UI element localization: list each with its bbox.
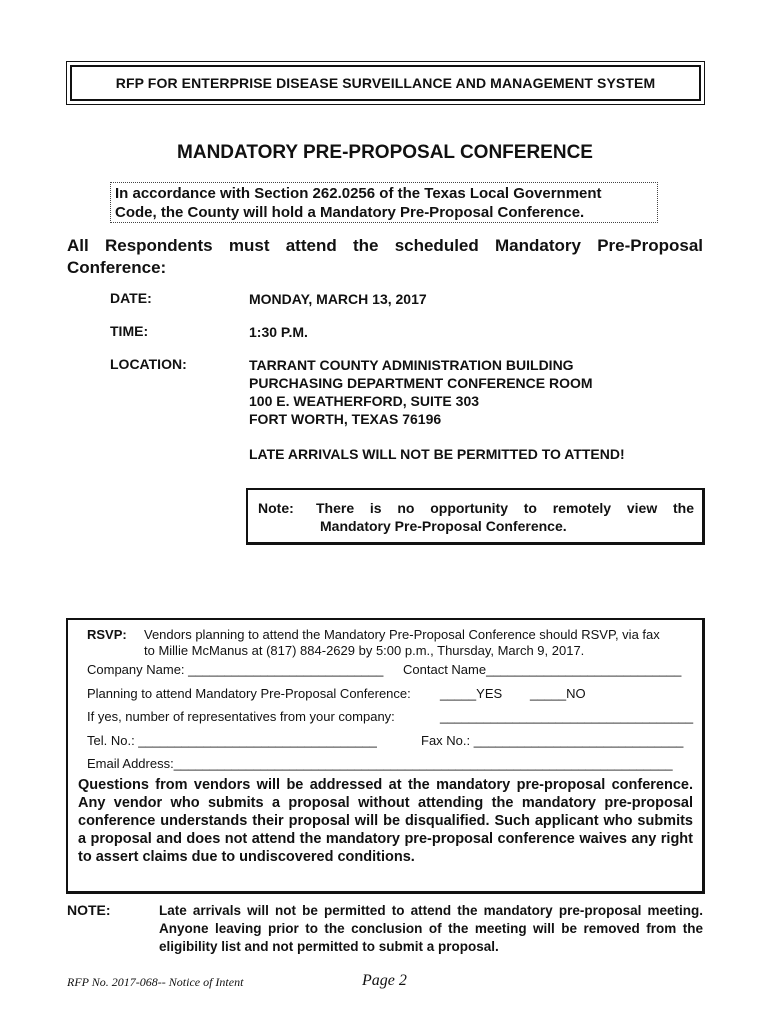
page-title: MANDATORY PRE-PROPOSAL CONFERENCE	[177, 142, 593, 163]
note-label: Note:	[258, 500, 294, 516]
location-label: LOCATION:	[110, 356, 187, 372]
location-line: TARRANT COUNTY ADMINISTRATION BUILDING	[249, 357, 574, 373]
page-number: Page 2	[362, 972, 407, 989]
tel-field[interactable]: Tel. No.: _________________________________	[87, 733, 377, 748]
late-arrivals-warning: LATE ARRIVALS WILL NOT BE PERMITTED TO ATTEND!	[249, 446, 625, 462]
footer-document-id: RFP No. 2017-068-- Notice of Intent	[67, 975, 244, 989]
yes-option[interactable]: _____YES	[440, 686, 503, 701]
attend-statement: All Respondents must attend the scheduled Mandatory Pre-Proposal Conference:	[67, 236, 703, 277]
representatives-field[interactable]: ___________________________________	[440, 709, 694, 724]
accordance-line-2: Code, the County will hold a Mandatory Pre-Proposal Conference.	[115, 204, 585, 221]
header-box	[66, 61, 705, 105]
fax-field[interactable]: Fax No.: _____________________________	[421, 733, 684, 748]
footer-note-text: Late arrivals will not be permitted to attend the mandatory pre-proposal meeting. Anyone leaving prior to the conclusion of the meeting will be removed from the eligibility list and not permitted to submit a proposal.	[159, 903, 703, 954]
location-line: 100 E. WEATHERFORD, SUITE 303	[249, 393, 480, 409]
date-value: MONDAY, MARCH 13, 2017	[249, 291, 427, 307]
questions-statement: Questions from vendors will be addressed at the mandatory pre-proposal conference. Any vendor who submits a proposal without attending the mandatory pre-proposal conference understands their proposal will be disqualified. Such applicant who submits a proposal and does not attend the mandatory pre-proposal conference waives any right to assert claims due to undiscovered conditions.	[78, 777, 693, 865]
note-line-1: There is no opportunity to remotely view the	[316, 500, 694, 516]
location-address	[249, 356, 593, 428]
planning-question: Planning to attend Mandatory Pre-Proposal Conference:	[87, 686, 411, 701]
time-value: 1:30 P.M.	[249, 324, 308, 340]
company-name-field[interactable]: Company Name: ___________________________	[87, 662, 384, 677]
accordance-line-1: In accordance with Section 262.0256 of the Texas Local Government	[115, 185, 602, 202]
rsvp-line-1: Vendors planning to attend the Mandatory Pre-Proposal Conference should RSVP, via fax	[144, 627, 660, 642]
note-line-2: Mandatory Pre-Proposal Conference.	[320, 518, 567, 534]
contact-name-field[interactable]: Contact Name___________________________	[403, 662, 682, 677]
rsvp-line-2: to Millie McManus at (817) 884-2629 by 5:00 p.m., Thursday, March 9, 2017.	[144, 643, 585, 658]
footer-note-label: NOTE:	[67, 902, 111, 918]
representatives-question: If yes, number of representatives from your company:	[87, 709, 395, 724]
location-line: PURCHASING DEPARTMENT CONFERENCE ROOM	[249, 375, 593, 391]
no-option[interactable]: _____NO	[530, 686, 586, 701]
remote-view-note	[246, 488, 705, 545]
time-label: TIME:	[110, 323, 149, 339]
accordance-box	[110, 182, 658, 223]
location-line: FORT WORTH, TEXAS 76196	[249, 411, 442, 427]
date-label: DATE:	[110, 290, 152, 306]
header-title: RFP FOR ENTERPRISE DISEASE SURVEILLANCE AND MANAGEMENT SYSTEM	[70, 65, 701, 101]
rsvp-label: RSVP:	[87, 627, 127, 642]
email-field[interactable]: Email Address:_____________________________________________________________________	[87, 756, 673, 771]
